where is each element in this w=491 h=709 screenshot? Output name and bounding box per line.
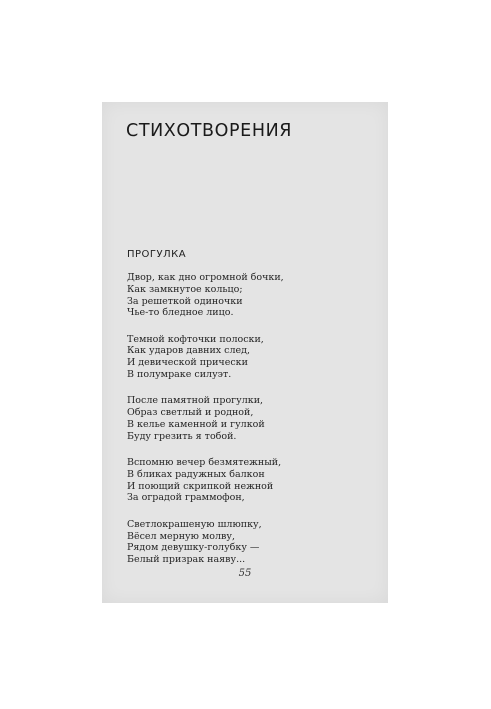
poem-line: В полумраке силуэт. [127, 369, 232, 381]
poem-line: Как замкнутое кольцо; [127, 283, 243, 295]
poem-line: И поющий скрипкой нежной [127, 480, 274, 492]
stanza [127, 334, 377, 381]
stanza [127, 519, 377, 566]
stanza [127, 395, 377, 442]
poem-body [127, 272, 377, 580]
page-number: 55 [238, 568, 252, 579]
poem-line: Двор, как дно огромной бочки, [127, 272, 284, 283]
poem-line: Как ударов давних след, [127, 345, 250, 357]
poem-line: И девической прически [127, 357, 248, 369]
poem-line: В келье каменной и гулкой [127, 418, 265, 430]
poem-line: Белый призрак наяву... [127, 554, 246, 566]
book-page [102, 102, 388, 603]
poem-line: Светлокрашеную шлюпку, [127, 518, 262, 530]
stanza [127, 457, 377, 504]
poem-line: За оградой граммофон, [127, 492, 245, 504]
poem-line: Вспомню вечер безмятежный, [127, 457, 282, 469]
poem-line: За решеткой одиночки [127, 295, 243, 307]
poem-line: Буду грезить я тобой. [127, 430, 237, 442]
poem-line: Вёсел мерную молву, [127, 530, 236, 542]
poem-line: Образ светлый и родной, [127, 407, 254, 419]
poem-line: После памятной прогулки, [127, 395, 264, 407]
poem-title: ПРОГУЛКА [127, 249, 187, 260]
poem-line: Чье-то бледное лицо. [127, 307, 234, 319]
poem-line: Темной кофточки полоски, [127, 333, 264, 345]
poem-line: В бликах радужных балкон [127, 468, 265, 480]
stanza [127, 272, 377, 319]
section-title: СТИХОТВОРЕНИЯ [126, 121, 293, 141]
poem-line: Рядом девушку-голубку — [127, 542, 260, 554]
